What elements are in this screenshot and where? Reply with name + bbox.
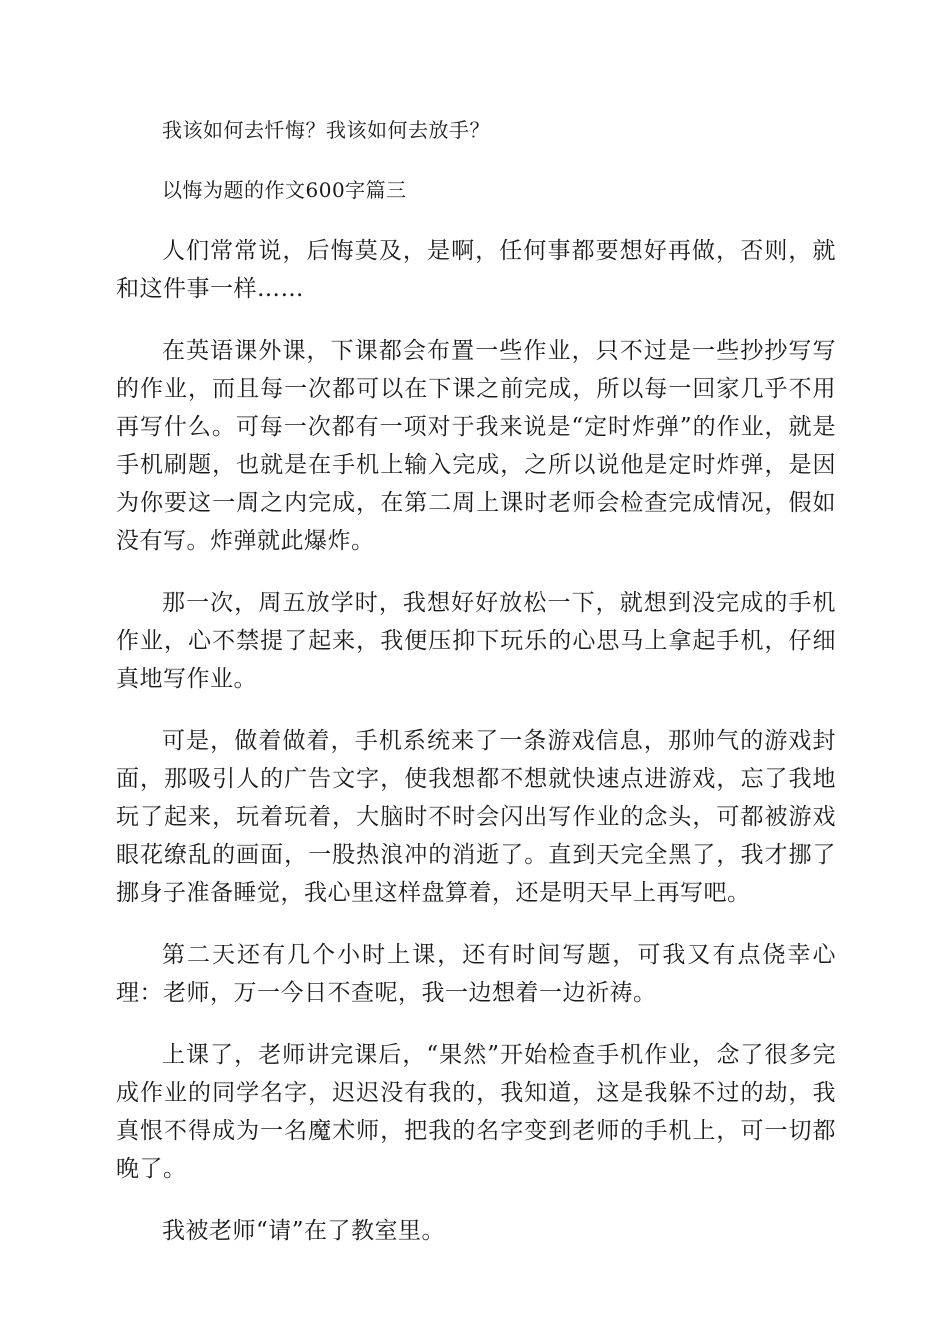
- paragraph: 第二天还有几个小时上课，还有时间写题，可我又有点侥幸心理：老师，万一今日不查呢，我一边想着一边祈祷。: [116, 942, 836, 1006]
- paragraph: 人们常常说，后悔莫及，是啊，任何事都要想好再做，否则，就和这件事一样……: [116, 238, 836, 302]
- document-body: [116, 112, 836, 1274]
- section-heading: 以悔为题的作文600字篇三: [162, 178, 407, 202]
- text-line: 我该如何去忏悔？我该如何去放手？: [162, 118, 490, 142]
- paragraph: 上课了，老师讲完课后，“果然”开始检查手机作业，念了很多完成作业的同学名字，迟迟没有我的，我知道，这是我躲不过的劫，我真恨不得成为一名魔术师，把我的名字变到老师的手机上，可一切都晚了。: [116, 1042, 836, 1182]
- paragraph: 在英语课外课，下课都会布置一些作业，只不过是一些抄抄写写的作业，而且每一次都可以在下课之前完成，所以每一回家几乎不用再写什么。可每一次都有一项对于我来说是“定时炸弹”的作业，就是手机刷题，也就是在手机上输入完成，之所以说他是定时炸弹，是因为你要这一周之内完成，在第二周上课时老师会检查完成情况，假如没有写。炸弹就此爆炸。: [116, 338, 836, 554]
- paragraph: 我被老师“请”在了教室里。: [162, 1218, 446, 1244]
- paragraph: 那一次，周五放学时，我想好好放松一下，就想到没完成的手机作业，心不禁提了起来，我便压抑下玩乐的心思马上拿起手机，仔细真地写作业。: [116, 590, 836, 692]
- paragraph: 可是，做着做着，手机系统来了一条游戏信息，那帅气的游戏封面，那吸引人的广告文字，使我想都不想就快速点进游戏，忘了我地玩了起来，玩着玩着，大脑时不时会闪出写作业的念头，可都被游戏眼花缭乱的画面，一股热浪冲的消逝了。直到天完全黑了，我才挪了挪身子准备睡觉，我心里这样盘算着，还是明天早上再写吧。: [116, 728, 836, 906]
